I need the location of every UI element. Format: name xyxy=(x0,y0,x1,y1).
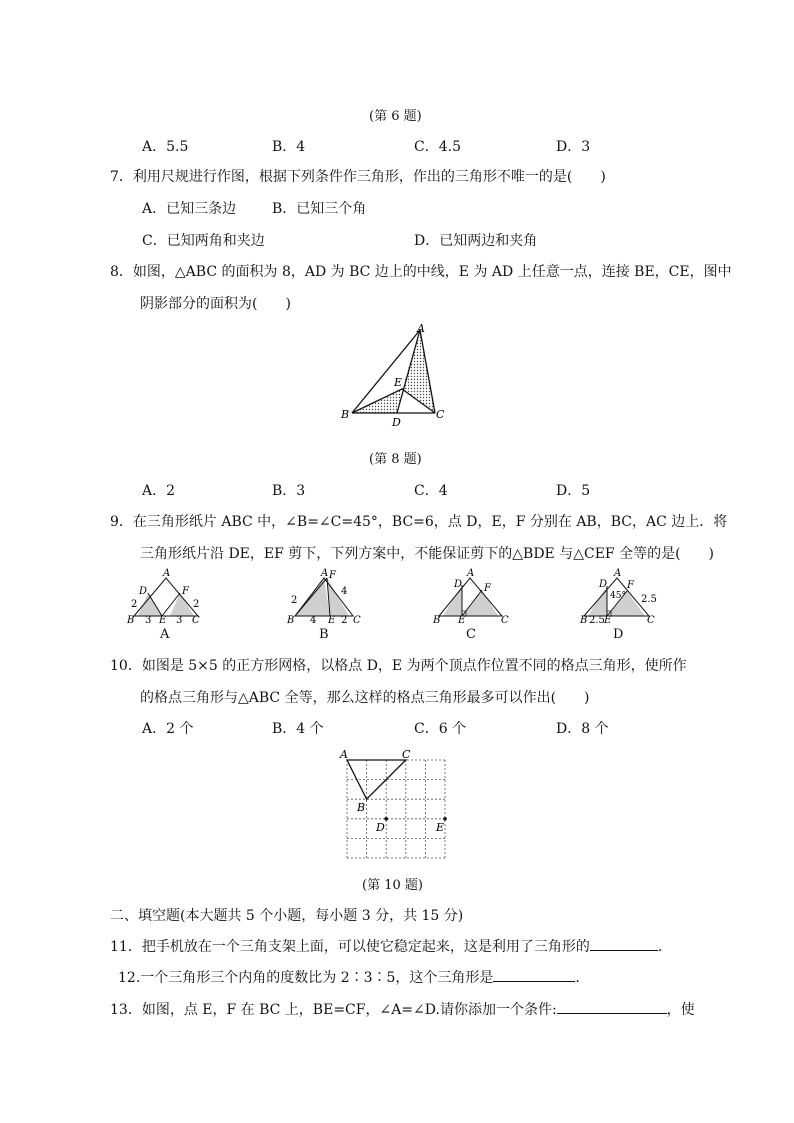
q10-stem-line1: 10．如图是 5×5 的正方形网格，以格点 D，E 为两个顶点作位置不同的格点三角形，使所作 xyxy=(110,658,687,674)
q12-line xyxy=(118,967,589,987)
q10-label-d: D xyxy=(376,821,385,834)
q9b-label-e: E xyxy=(328,615,336,623)
q10-option-b: B．4 个 xyxy=(272,721,324,737)
q7-option-b: B．已知三个角 xyxy=(272,201,367,217)
q11-line xyxy=(110,936,672,956)
q8-label-a: A xyxy=(417,322,425,335)
q9a-len-2: 2 xyxy=(193,599,200,610)
q9d-label-f: F xyxy=(627,580,634,591)
q10-label-c: C xyxy=(402,748,411,761)
q9b-len-1: 2 xyxy=(291,595,298,606)
q11-answer-blank[interactable] xyxy=(590,938,658,951)
q6-option-a: A．5.5 xyxy=(142,139,189,155)
q10-label-e: E xyxy=(436,821,445,834)
q9a-label-a: A xyxy=(163,568,171,579)
q11-stem: 11．把手机放在一个三角支架上面，可以使它稳定起来，这是利用了三角形的 xyxy=(110,939,590,955)
q9-figure-d xyxy=(577,565,665,623)
q9d-label-c: C xyxy=(647,615,655,623)
q9-figure-c-caption: C xyxy=(466,627,476,642)
q9-figure-b-caption: B xyxy=(319,627,329,642)
q9a-label-c: C xyxy=(192,615,200,623)
q10-point-d xyxy=(384,817,388,821)
q9c-label-d: D xyxy=(454,579,463,590)
q9c-label-a: A xyxy=(467,568,475,579)
q8-option-a: A．2 xyxy=(142,483,176,499)
q8-option-d: D．5 xyxy=(556,483,591,499)
q6-caption: (第 6 题) xyxy=(369,109,422,124)
q9d-angle: 45° xyxy=(610,591,626,601)
q8-label-e: E xyxy=(394,376,403,389)
q10-grid-figure xyxy=(336,745,456,863)
q9c-label-f: F xyxy=(484,583,491,594)
q12-stem: 12.一个三角形三个内角的度数比为 2∶3∶5，这个三角形是 xyxy=(118,970,494,986)
q9b-label-b: B xyxy=(287,615,295,623)
q10-stem-line2: 的格点三角形与△ABC 全等，那么这样的格点三角形最多可以作出( ) xyxy=(140,690,590,706)
q9d-label-d: D xyxy=(599,579,608,590)
q13-answer-blank[interactable] xyxy=(557,1001,667,1014)
q6-option-d: D．3 xyxy=(556,139,591,155)
q8-label-c: C xyxy=(436,408,445,421)
q9-figure-c xyxy=(430,565,515,623)
q8-label-b: B xyxy=(341,408,350,421)
section-2-heading: 二、填空题(本大题共 5 个小题，每小题 3 分，共 15 分) xyxy=(110,908,464,924)
q9c-label-b: B xyxy=(433,615,441,623)
q9a-label-b: B xyxy=(127,615,135,623)
q6-option-b: B．4 xyxy=(272,139,306,155)
q11-end: ． xyxy=(657,939,672,955)
q9a-label-e: E xyxy=(159,615,167,623)
q8-label-d: D xyxy=(392,416,401,429)
q10-label-a: A xyxy=(340,748,348,761)
q9a-len-4: 3 xyxy=(176,615,183,623)
q9a-len-1: 2 xyxy=(131,599,138,610)
q10-caption: (第 10 题) xyxy=(362,878,423,893)
q9b-len-3: 4 xyxy=(310,615,317,623)
q9c-label-c: C xyxy=(501,615,509,623)
q8-stem-line2: 阴影部分的面积为( ) xyxy=(140,296,291,312)
q6-option-c: C．4.5 xyxy=(414,139,461,155)
q9d-len-1: 2.5 xyxy=(641,594,657,605)
q9b-label-c: C xyxy=(353,615,361,623)
q10-option-d: D．8 个 xyxy=(556,721,609,737)
q8-caption: (第 8 题) xyxy=(369,452,422,467)
q8-figure xyxy=(335,318,455,430)
q12-end: ． xyxy=(575,970,590,986)
q9d-label-b: B xyxy=(580,615,588,623)
q9c-label-e: E xyxy=(458,615,466,623)
q7-option-c: C．已知两角和夹边 xyxy=(142,233,265,249)
q9a-label-f: F xyxy=(182,586,189,597)
q7-option-d: D．已知两边和夹角 xyxy=(414,233,538,249)
q9-figure-a xyxy=(125,565,210,623)
q12-answer-blank[interactable] xyxy=(493,969,575,982)
q9a-len-3: 3 xyxy=(145,615,152,623)
q13-stem: 13．如图，点 E，F 在 BC 上，BE=CF，∠A=∠D.请你添加一个条件: xyxy=(110,1002,557,1018)
q13-end: ，使 xyxy=(666,1002,695,1018)
q8-option-b: B．3 xyxy=(272,483,306,499)
q10-option-c: C．6 个 xyxy=(414,721,467,737)
q9-figure-d-caption: D xyxy=(613,627,624,642)
q9-figure-b xyxy=(283,565,368,623)
q7-stem: 7．利用尺规进行作图，根据下列条件作三角形，作出的三角形不唯一的是( ) xyxy=(110,169,606,185)
q8-stem-line1: 8．如图，△ABC 的面积为 8，AD 为 BC 边上的中线，E 为 AD 上任意一点，连接 BE，CE，图中 xyxy=(110,264,732,280)
q10-label-b: B xyxy=(357,801,366,814)
q10-option-a: A．2 个 xyxy=(142,721,194,737)
q9d-label-e: E xyxy=(604,615,612,623)
q9b-len-2: 4 xyxy=(341,586,348,597)
q8-option-c: C．4 xyxy=(414,483,448,499)
q7-option-a: A．已知三条边 xyxy=(142,201,237,217)
q13-line xyxy=(110,999,695,1019)
q9d-label-a: A xyxy=(614,568,622,579)
q9a-label-d: D xyxy=(139,586,148,597)
q9d-len-2: 2.5 xyxy=(589,615,605,623)
q9-figure-a-caption: A xyxy=(160,627,170,642)
q9-stem-line1: 9．在三角形纸片 ABC 中，∠B=∠C=45°，BC=6，点 D，E，F 分别在 AB，BC，AC 边上．将 xyxy=(110,514,728,530)
q9b-len-4: 2 xyxy=(341,615,348,623)
q9b-label-f: F xyxy=(329,570,336,581)
q9b-label-a: A xyxy=(321,568,329,579)
q9-stem-line2: 三角形纸片沿 DE，EF 剪下，下列方案中，不能保证剪下的△BDE 与△CEF 全等的是( ) xyxy=(140,546,715,562)
